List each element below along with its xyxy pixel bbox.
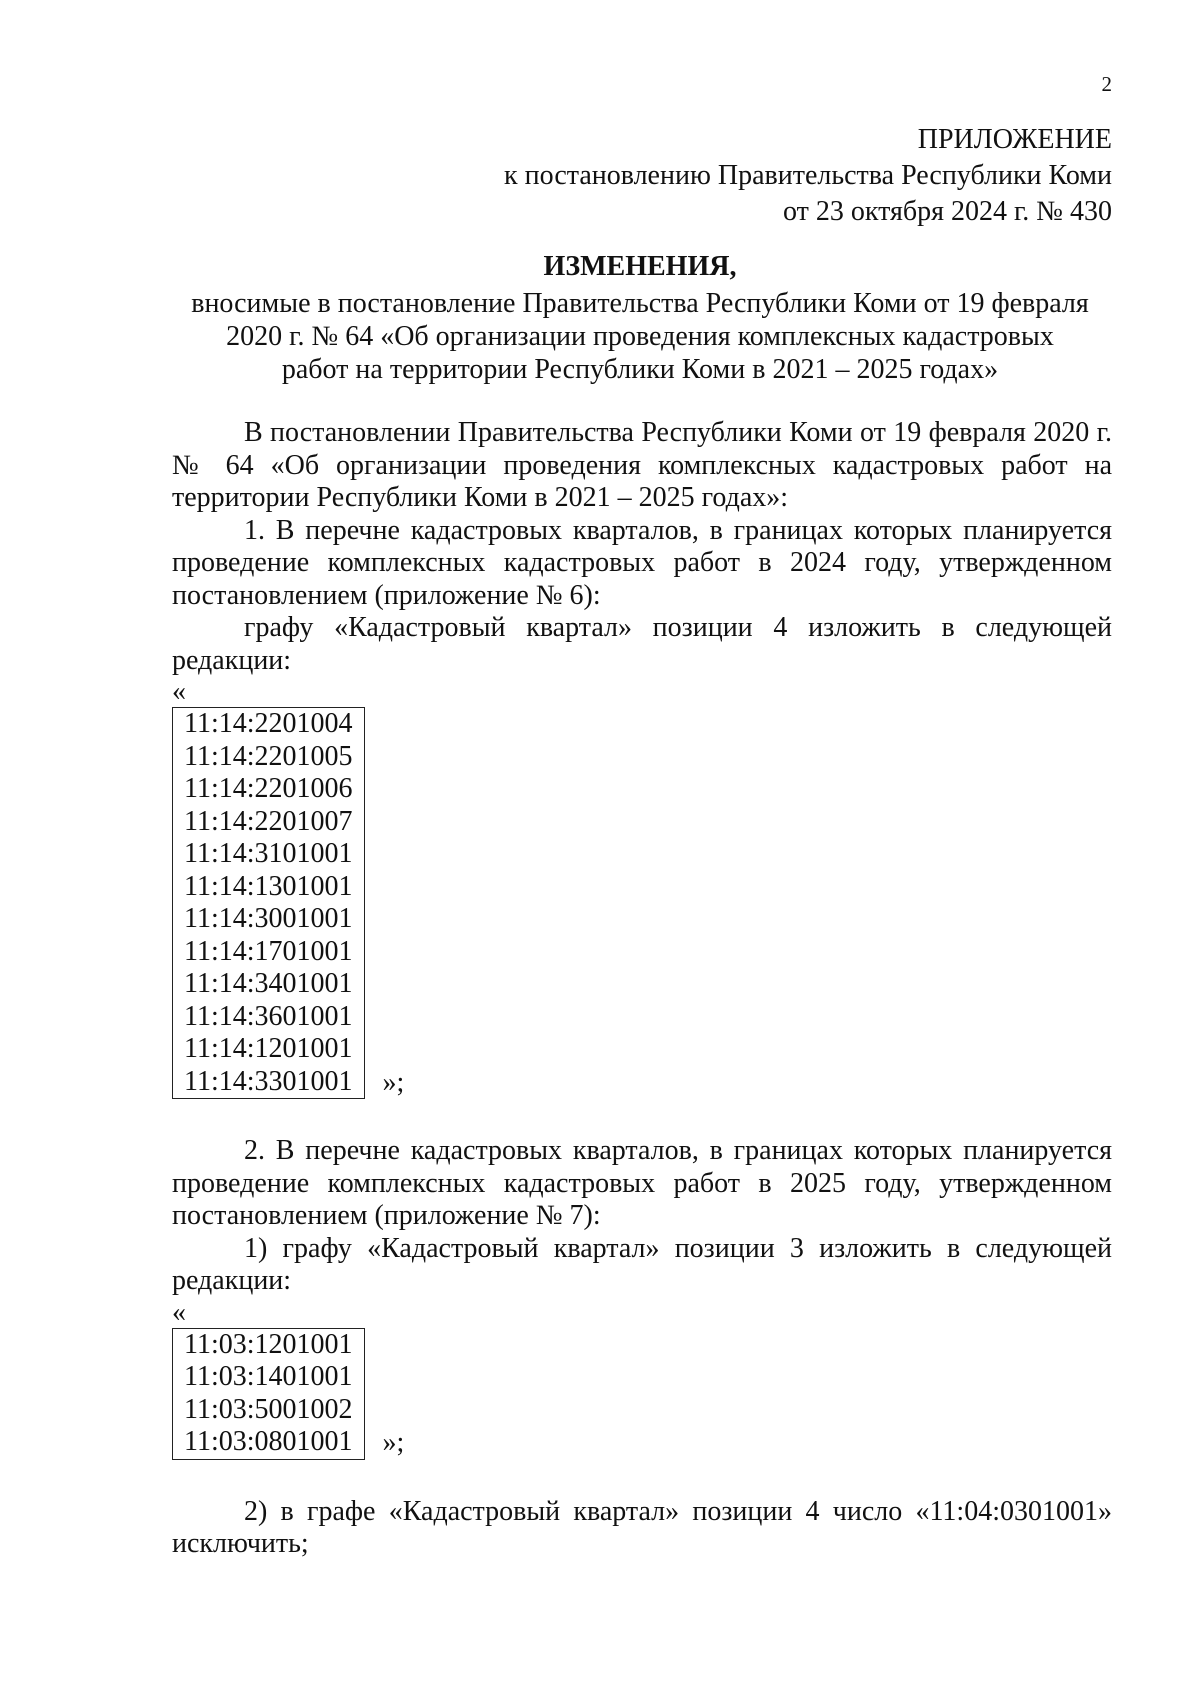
cadastral-code-row: 11:14:1701001 xyxy=(184,935,353,967)
item-1-table-wrap xyxy=(172,707,1112,1099)
title-line-1: вносимые в постановление Правительства Республики Коми от 19 февраля xyxy=(191,288,1089,319)
cadastral-code-row: 11:14:3101001 xyxy=(184,838,353,869)
appendix-label: ПРИЛОЖЕНИЕ xyxy=(917,124,1112,155)
item-1-quote-open: « xyxy=(172,676,186,707)
cadastral-code-row: 11:14:3601001 xyxy=(184,1000,353,1032)
item-1-quote-close: »; xyxy=(382,1066,405,1098)
item-2-quote-close: »; xyxy=(382,1427,405,1458)
item-1-paragraph: 1. В перечне кадастровых кварталов, в границах которых планируется проведение комплексных кадастровых работ в 2024 году, утвержденном постановлением (приложение № 6): xyxy=(172,514,1112,611)
intro-paragraph: В постановлении Правительства Республики Коми от 19 февраля 2020 г. № 64 «Об организации проведения комплексных кадастровых работ на территории Республики Коми в 2021 – 2025 годах»: xyxy=(172,417,1112,513)
cadastral-code-row: 11:14:1201001 xyxy=(184,1033,353,1064)
cadastral-code-row: 11:14:2201005 xyxy=(184,740,353,772)
page-number: 2 xyxy=(1101,72,1112,96)
item-1-cadastral-table xyxy=(172,707,365,1099)
cadastral-code-row: 11:14:1301001 xyxy=(184,870,353,902)
item-1-instruction: графу «Кадастровый квартал» позиции 4 изложить в следующей редакции: xyxy=(172,612,1112,676)
cadastral-code-row: 11:14:3301001 xyxy=(184,1065,353,1097)
appendix-reference: к постановлению Правительства Республики Коми xyxy=(504,160,1112,191)
cadastral-code-row: 11:14:2201004 xyxy=(184,708,353,739)
cadastral-code-row: 11:14:2201007 xyxy=(184,805,353,837)
cadastral-code-row: 11:14:3001001 xyxy=(184,903,353,934)
cadastral-code-row: 11:03:1201001 xyxy=(184,1328,353,1360)
appendix-date: от 23 октября 2024 г. № 430 xyxy=(782,196,1112,227)
appendix-header xyxy=(212,122,1112,230)
document-title xyxy=(170,250,1110,386)
item-2-quote-open: « xyxy=(172,1296,186,1328)
cadastral-code-row: 11:03:5001002 xyxy=(184,1393,353,1425)
cadastral-code-row: 11:14:3401001 xyxy=(184,968,353,999)
document-body xyxy=(172,417,1112,1561)
item-2-paragraph: 2. В перечне кадастровых кварталов, в границах которых планируется проведение комплексных кадастровых работ в 2025 году, утвержденном постановлением (приложение № 7): xyxy=(172,1135,1112,1231)
item-2-table-wrap xyxy=(172,1328,1112,1460)
item-2-cadastral-table xyxy=(172,1328,365,1460)
cadastral-code-row: 11:03:1401001 xyxy=(184,1361,353,1392)
title-line-2: 2020 г. № 64 «Об организации проведения комплексных кадастровых xyxy=(226,321,1054,352)
title-heading: ИЗМЕНЕНИЯ, xyxy=(543,251,737,282)
item-2-sub-1-instruction: 1) графу «Кадастровый квартал» позиции 3 изложить в следующей редакции: xyxy=(172,1232,1112,1296)
item-2-sub-2-paragraph: 2) в графе «Кадастровый квартал» позиции 4 число «11:04:0301001» исключить; xyxy=(172,1495,1112,1559)
title-line-3: работ на территории Республики Коми в 2021 – 2025 годах» xyxy=(281,354,999,385)
cadastral-code-row: 11:14:2201006 xyxy=(184,773,353,804)
cadastral-code-row: 11:03:0801001 xyxy=(184,1426,353,1457)
